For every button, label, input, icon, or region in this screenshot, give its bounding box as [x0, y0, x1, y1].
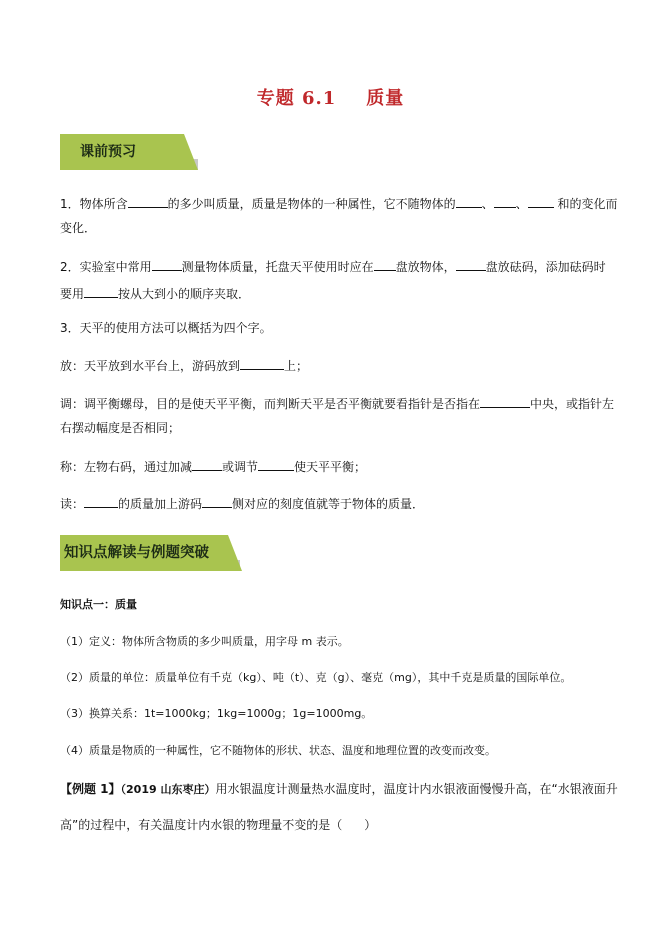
blank	[374, 257, 396, 271]
example-1-line-2: 高”的过程中，有关温度计内水银的物理量不变的是（ ）	[60, 818, 377, 832]
question-3: 3．天平的使用方法可以概括为四个字。	[60, 321, 272, 335]
step-du: 读： 的质量加上游码 侧对应的刻度值就等于物体的质量．	[60, 494, 424, 512]
blank	[456, 257, 486, 271]
example-source: （2019 山东枣庄）	[120, 783, 216, 796]
blank	[240, 356, 284, 370]
blank	[456, 194, 482, 208]
knowledge-item: （2）质量的单位：质量单位有千克（kg）、吨（t）、克（g）、毫克（mg），其中千克是质量的国际单位。	[60, 671, 572, 684]
page-title	[0, 84, 661, 110]
title-name: 质量	[366, 88, 405, 109]
question-2-line-2: 要用 按从大到小的顺序夹取．	[60, 284, 250, 302]
knowledge-item: （4）质量是物质的一种属性，它不随物体的形状、状态、温度和地理位置的改变而改变。	[60, 744, 496, 757]
question-1-line-2: 变化．	[60, 221, 97, 235]
step-fang: 放：天平放到水平台上，游码放到 上；	[60, 356, 308, 374]
section-header-knowledge	[60, 535, 228, 571]
blank	[258, 457, 294, 471]
blank	[128, 194, 168, 208]
knowledge-item: （3）换算关系：1t=1000kg；1kg=1000g；1g=1000mg。	[60, 707, 373, 720]
question-1-line-1: 1．物体所含 的多少叫质量，质量是物体的一种属性，它不随物体的 、 、 和的变化而	[60, 194, 618, 212]
knowledge-point-heading: 知识点一：质量	[60, 598, 137, 611]
section-label: 课前预习	[80, 144, 136, 160]
example-tag: 【例题 1】	[60, 782, 121, 796]
blank	[84, 494, 118, 508]
example-1-line-1: 【例题 1】（2019 山东枣庄）用水银温度计测量热水温度时，温度计内水银液面慢慢升高，在“水银液面升	[60, 782, 618, 796]
step-tiao-line-1: 调：调平衡螺母，目的是使天平平衡，而判断天平是否平衡就要看指针是否指在 中央，或指针左	[60, 394, 614, 412]
section-header-preview	[60, 134, 184, 170]
blank	[480, 394, 530, 408]
blank	[192, 457, 222, 471]
blank	[152, 257, 182, 271]
title-prefix: 专题 6.1	[256, 88, 337, 109]
step-tiao-line-2: 右摆动幅度是否相同；	[60, 421, 181, 435]
section-label: 知识点解读与例题突破	[64, 545, 209, 561]
blank	[84, 284, 118, 298]
knowledge-item: （1）定义：物体所含物质的多少叫质量，用字母 m 表示。	[60, 635, 349, 648]
step-cheng: 称：左物右码，通过加减 或调节 使天平平衡；	[60, 457, 366, 475]
blank	[528, 194, 554, 208]
question-2-line-1: 2．实验室中常用 测量物体质量，托盘天平使用时应在 盘放物体， 盘放砝码，添加砝码时	[60, 257, 606, 275]
blank	[494, 194, 516, 208]
blank	[202, 494, 232, 508]
